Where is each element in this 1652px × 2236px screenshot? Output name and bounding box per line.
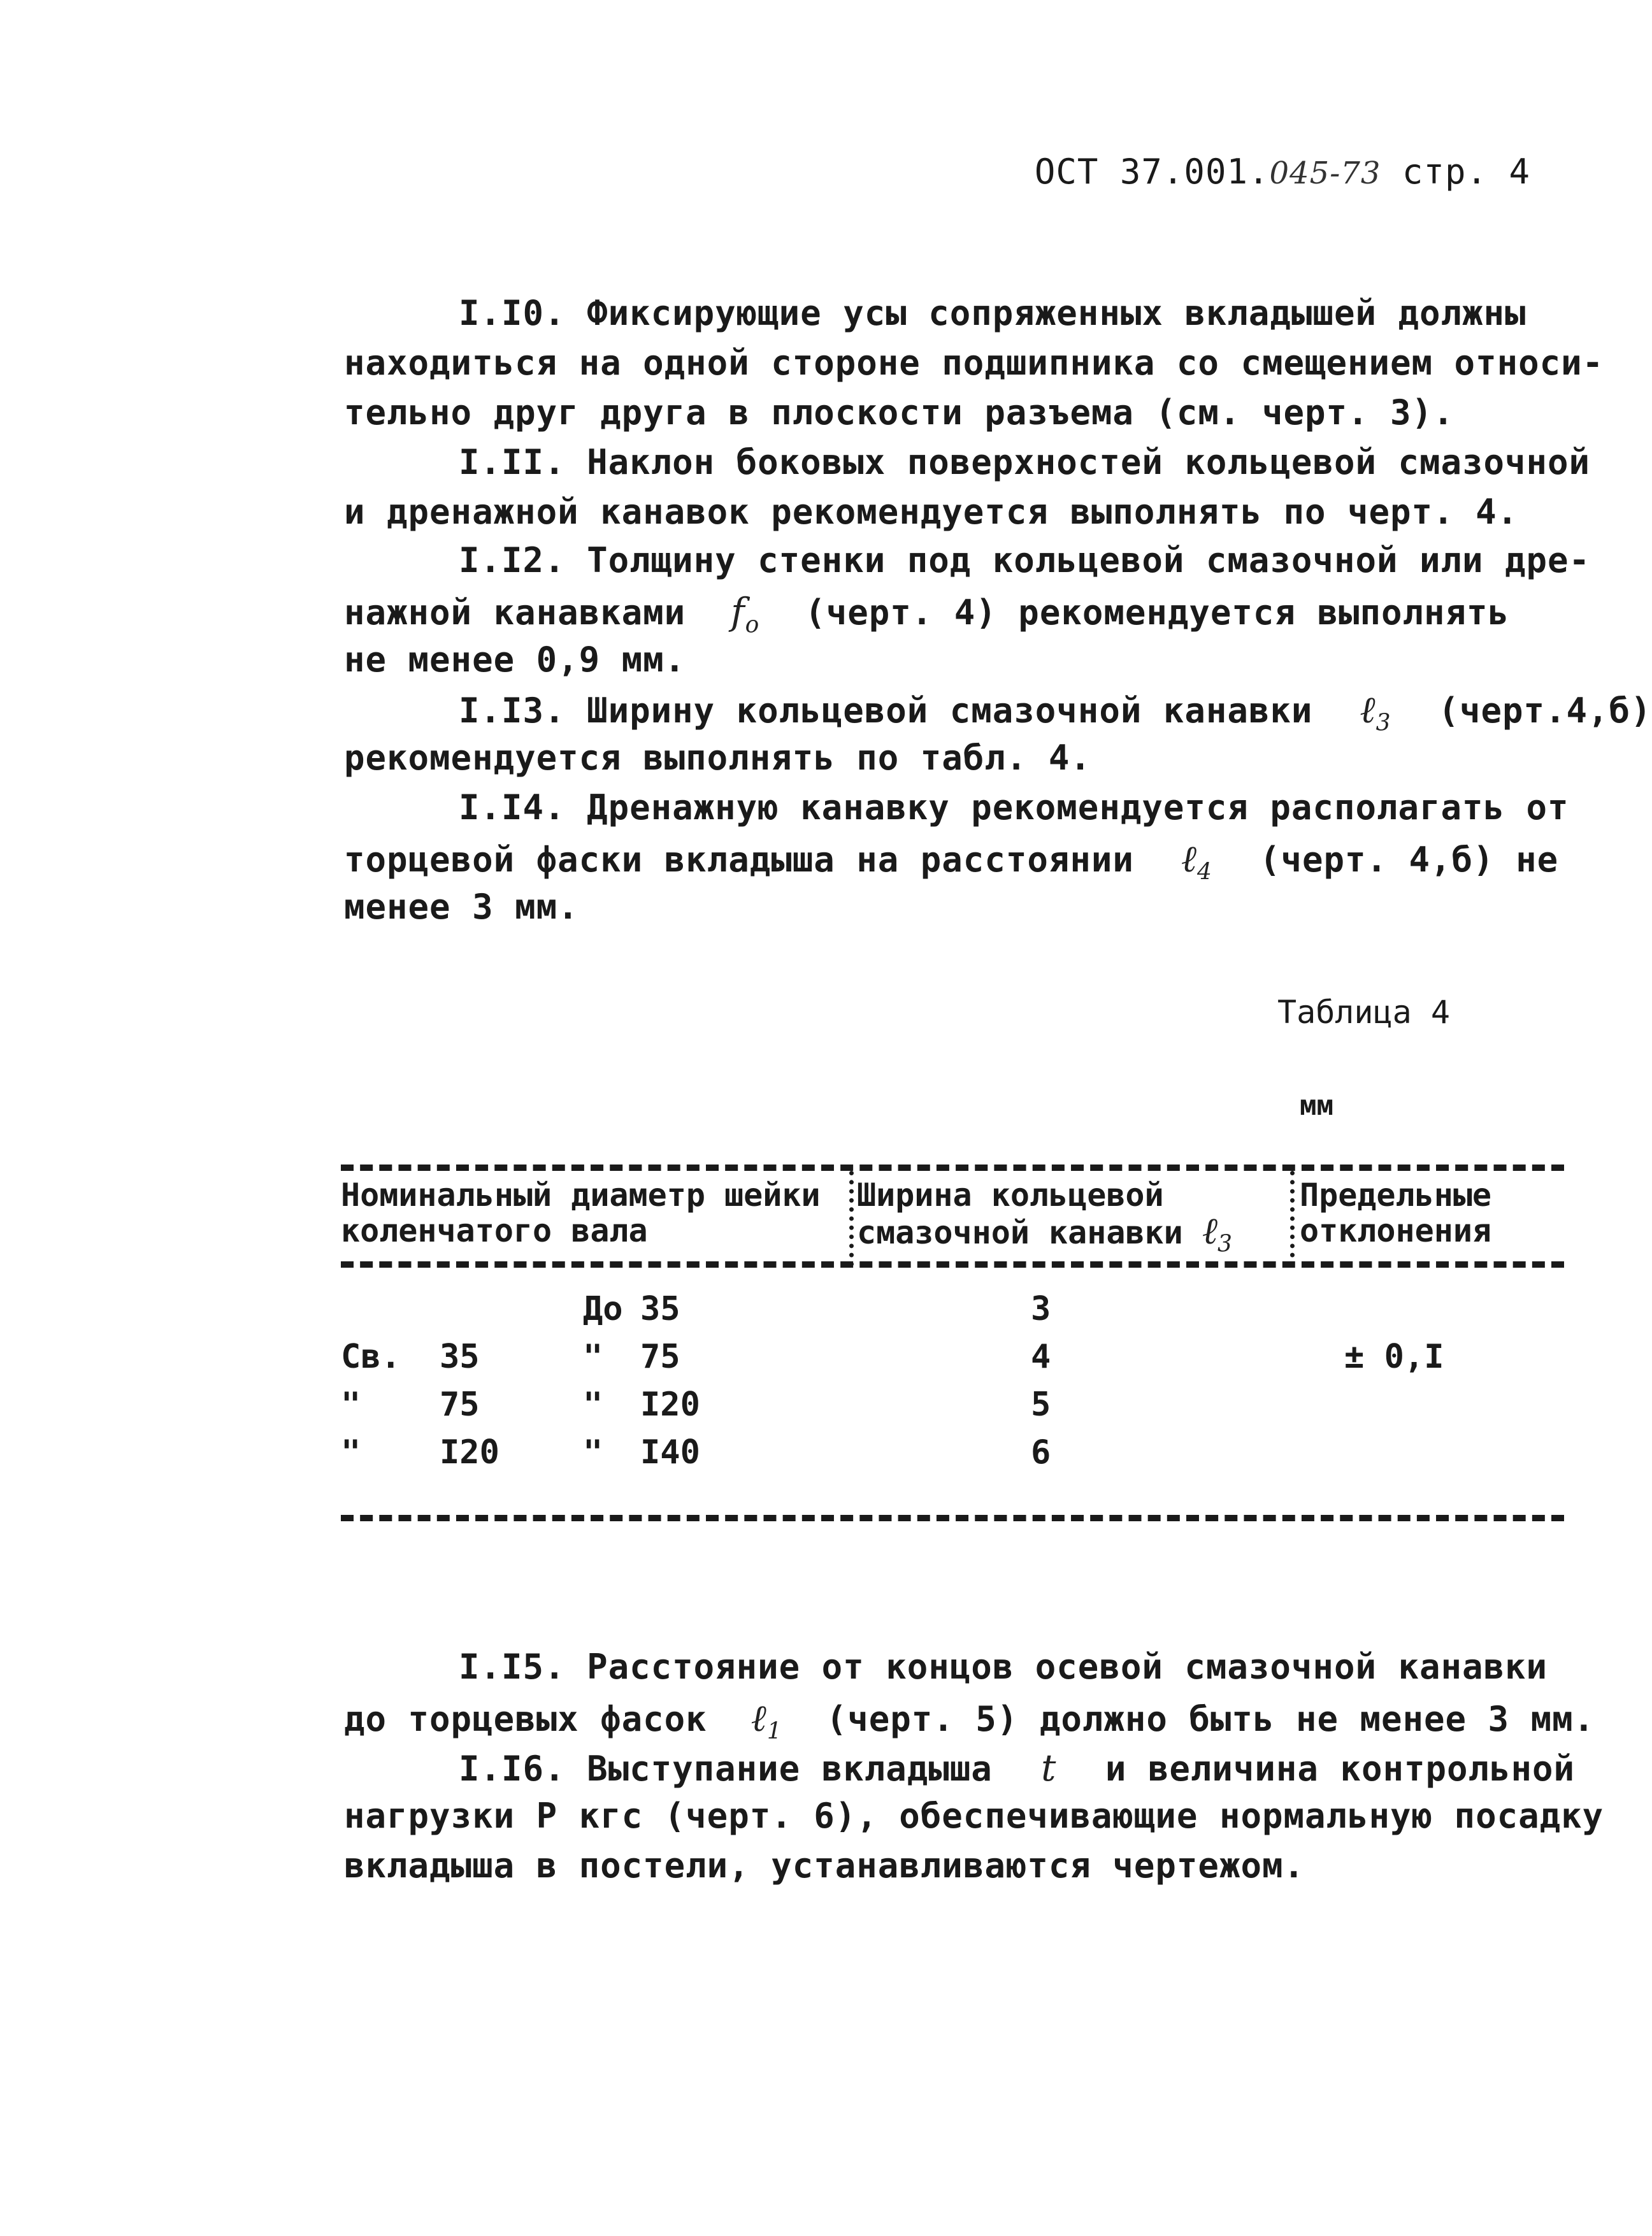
header-col-1-line-2: коленчатого вала [341,1212,648,1249]
para-1-12-line-2 [344,590,1509,638]
row-to-value: 75 [640,1338,680,1376]
symbol-t: t [1041,1746,1057,1789]
row-from-label: " [341,1433,361,1472]
table-caption: Таблица 4 [1277,994,1450,1031]
para-1-13-line-2: рекомендуется выполнять по табл. 4. [344,738,1091,778]
row-to-label: " [583,1433,603,1472]
symbol-l1: ℓ$_1$ [751,1696,782,1745]
document-header [1035,152,1530,192]
para-1-14-line-3: менее 3 мм. [344,887,579,927]
row-to-label: " [583,1338,603,1376]
header-col-3-line-1: Предельные [1300,1177,1492,1214]
table-units: мм [1300,1089,1333,1122]
para-1-15-text-b: (черт. 5) должно быть не менее 3 мм. [826,1699,1595,1739]
para-1-16-line-3: вкладыша в постели, устанавливаются чертежом. [344,1845,1305,1886]
table-col-separator-1 [849,1171,854,1266]
para-1-13-line-1 [459,688,1652,736]
para-1-13-text-b: (черт.4,б) [1438,691,1652,731]
symbol-l3: ℓ$_3$ [1360,688,1391,736]
para-1-10-line-3: тельно друг друга в плоскости разъема (см. черт. 3). [344,392,1454,433]
symbol-l3-header: ℓ$_3$ [1202,1209,1232,1258]
para-1-16-text-b: и величина контрольной [1105,1749,1576,1789]
para-1-12-text-a: нажной канавками [344,592,686,633]
row-from-label: " [341,1386,361,1424]
row-to-value: 35 [640,1290,680,1328]
para-1-14-text-b: (черт. 4,б) не [1259,840,1559,880]
row-width-value: 5 [1031,1386,1051,1424]
para-1-12-line-3: не менее 0,9 мм. [344,640,686,680]
row-width-value: 6 [1031,1433,1051,1472]
doc-number-handwritten: 045-73 [1269,155,1381,191]
header-col-2-line-1: Ширина кольцевой [857,1177,1164,1214]
para-1-12-line-1: I.I2. Толщину стенки под кольцевой смазочной или дре- [459,540,1591,580]
para-1-10-line-1: I.I0. Фиксирующие усы сопряженных вкладышей должны [459,293,1526,333]
tolerance-value: ± 0,I [1344,1338,1444,1376]
para-1-14-line-2 [344,837,1558,885]
para-1-15-line-2 [344,1696,1595,1745]
para-1-11-line-2: и дренажной канавок рекомендуется выполнять по черт. 4. [344,492,1519,532]
row-from-value: 35 [440,1338,480,1376]
header-col-1 [341,1177,821,1249]
table-bottom-rule [341,1515,1564,1521]
para-1-12-text-b: (черт. 4) рекомендуется выполнять [805,592,1510,633]
para-1-11-line-1: I.II. Наклон боковых поверхностей кольцевой смазочной [459,442,1591,482]
para-1-10-line-2: находиться на одной стороне подшипника со смещением относи- [344,343,1604,383]
row-to-label: " [583,1386,603,1424]
para-1-15-text-a: до торцевых фасок [344,1699,707,1739]
para-1-16-text-a: I.I6. Выступание вкладыша [459,1749,993,1789]
row-width-value: 4 [1031,1338,1051,1376]
para-1-15-line-1: I.I5. Расстояние от концов осевой смазочной канавки [459,1647,1548,1687]
row-to-value: I20 [640,1386,700,1424]
row-from-value: I20 [440,1433,499,1472]
table-col-separator-2 [1290,1171,1295,1266]
doc-number-prefix: ОСТ 37.001. [1034,152,1270,192]
header-col-2 [857,1177,1232,1263]
row-from-value: 75 [440,1386,480,1424]
row-width-value: 3 [1031,1290,1051,1328]
row-from-label: Св. [341,1338,401,1376]
table-top-rule [341,1165,1564,1171]
para-1-16-line-1 [459,1746,1575,1789]
row-to-value: I40 [640,1433,700,1472]
symbol-l4: ℓ$_4$ [1181,837,1212,885]
header-col-3 [1300,1177,1491,1249]
header-col-3-line-2: отклонения [1300,1212,1492,1249]
table-header-rule [341,1261,1564,1268]
header-col-1-line-1: Номинальный диаметр шейки [341,1177,821,1214]
para-1-13-text-a: I.I3. Ширину кольцевой смазочной канавки [459,691,1313,731]
symbol-f0: $f_o$ [731,590,760,638]
page-number: стр. 4 [1402,152,1530,192]
para-1-16-line-2: нагрузки Р кгс (черт. 6), обеспечивающие нормальную посадку [344,1796,1604,1836]
row-to-label: До [583,1290,623,1328]
header-col-2-line-2: смазочной канавки ℓ$_3$ [857,1209,1232,1258]
para-1-14-text-a: торцевой фаски вкладыша на расстоянии [344,840,1134,880]
para-1-14-line-1: I.I4. Дренажную канавку рекомендуется располагать от [459,787,1569,828]
